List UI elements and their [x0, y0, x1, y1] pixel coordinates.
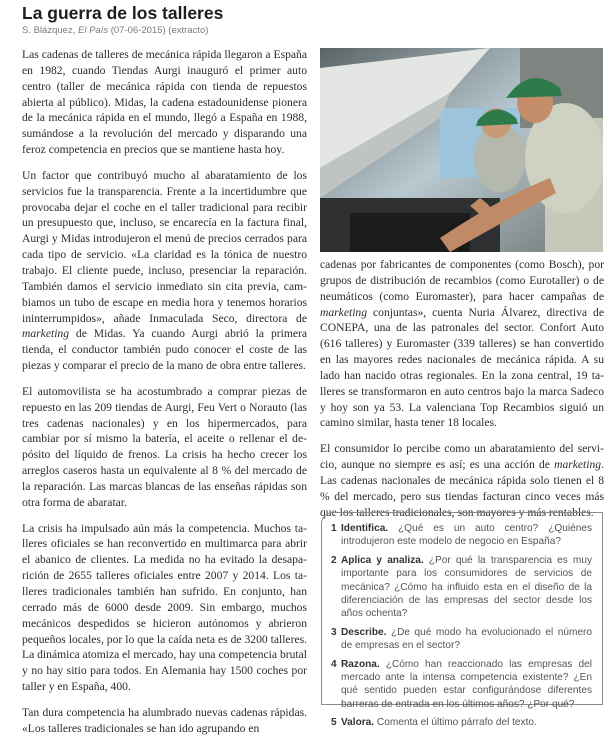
photo-mechanics-icon	[320, 48, 603, 252]
byline-date: (07-06-2015) (extracto)	[108, 25, 209, 36]
paragraph-3: El automovilista se ha acostumbrado a comprar piezas de repuesto en las 209 tiendas de Aurgi, Feu Vert o Norauto (las tres cadenas nacionales) y en los hipermercados, para cambiar por sí mismo la batería, el aceite o rellenar el depósito del líquido de frenos. La crisis ha hecho crecer los arreglos caseros hasta un equivalente al 8 % del mercado de la reparación. Las marcas blancas de las enseñas rápidas son otra forma de abaratar.	[22, 384, 307, 509]
activity-number: 1	[331, 523, 337, 534]
paragraph-text: conjuntas», cuenta Nuria Álvarez, directiva de CONEPA, una de las patronales del sector. Confort Auto (616 talleres) y Euromaster (339 talleres) se han convertido en las mayores redes nacionales de mecánica rápida. A su lado han nacido otras regionales. En la zona central, 19 talleres se transformaron en auto centros bajo la marca Sadeco y hoy son ya 53. La valenciana Top Recambios siguió un camino similar, hasta tener 18 locales.	[320, 305, 604, 430]
italic-term: marketing	[554, 458, 602, 472]
italic-term: marketing	[320, 305, 368, 319]
paragraph-4: La crisis ha impulsado aún más la competencia. Muchos talleres oficiales se han reconvertido en multimarca para abrir el abanico de clientes. La medida no ha evitado la desaparición de 2655 talleres oficiales entre 2007 y 2014. Los talleres tradicionales también han sufrido. En conjunto, han cerrado más de 6000 desde 2009. Sin embargo, muchos mecánicos despedidos se hicieron autónomos y abrieron pequeños locales, por lo que la caída neta es de 3200 talleres. La dinámica atomiza el mercado, hay una competencia brutal y no hay sitio para todos. En Alemania hay 1500 coches por taller y en España, 400.	[22, 521, 307, 694]
activity-verb: Aplica y analiza.	[341, 554, 424, 566]
article-right-column	[320, 257, 604, 531]
activity-verb: Razona.	[341, 658, 380, 670]
paragraph-7	[320, 441, 604, 520]
activity-body	[341, 626, 592, 653]
paragraph-text: de Midas. Ya cuando Aurgi abrió la primera tienda, el conductor también pudo conocer el coste de las piezas y comparar el precio de la mano de obra entre talleres.	[22, 327, 307, 373]
byline-author: S. Blázquez,	[22, 25, 78, 36]
article-left-column	[22, 47, 307, 747]
article-byline	[22, 25, 223, 37]
paragraph-2	[22, 168, 307, 374]
italic-term: marketing	[22, 327, 70, 341]
activity-body	[341, 554, 592, 621]
paragraph-5: Tan dura competencia ha alumbrado nuevas cadenas rápidas. «Los talleres tradicionales se han ido agrupando en	[22, 705, 307, 735]
activity-number: 3	[331, 626, 337, 638]
article-photo	[320, 48, 603, 252]
activities-box	[321, 512, 603, 729]
activity-text: ¿Qué es un auto centro? ¿Quiénes introdujeron este modelo de negocio en España?	[341, 523, 592, 548]
activity-number: 2	[331, 554, 337, 566]
activity-verb: Describe.	[341, 626, 387, 638]
activity-text: ¿Por qué la transparencia es muy importante para los consumidores de servicios de mecánica? ¿Cómo ha influido esta en el diseño de la diferenciación de las empresas del sector desde los años ochenta?	[341, 554, 592, 620]
activity-item	[331, 522, 592, 549]
activity-item	[331, 554, 592, 621]
byline-source: El País	[77, 25, 109, 36]
activity-verb: Valora.	[341, 717, 375, 729]
article-title: La guerra de los talleres	[22, 3, 224, 23]
activity-body	[341, 658, 592, 712]
activity-item	[331, 658, 592, 712]
activity-text: ¿Cómo han reaccionado las empresas del mercado ante la intensa competencia existente? ¿En qué sentido pueden estar configurándose diferentes barreras de entrada en los últimos años? ¿Por qué?	[341, 658, 592, 710]
activity-verb: Identifica.	[341, 523, 389, 534]
activity-item	[331, 716, 592, 729]
paragraph-text: cadenas por fabricantes de componentes (como Bosch), por grupos de distribución de recambios (como Eurotaller) o de neumáticos (como Euromaster), para hacer campañas de	[320, 258, 604, 303]
activity-item	[331, 626, 592, 653]
activity-body	[341, 716, 592, 729]
paragraph-text: . Las cadenas nacionales de mecánica rápida solo tienen el 8 % del mercado, pero sus tiendas facturan cinco veces más que los talleres tradicionales, son mayores y más rentables.	[320, 458, 604, 519]
activity-body	[341, 522, 592, 549]
activity-number: 5	[331, 717, 337, 729]
paragraph-text: El consumidor lo percibe como un abaratamiento del servicio, aunque no siempre es así; es una acción de	[320, 442, 604, 472]
article-header	[22, 3, 223, 37]
paragraph-1: Las cadenas de talleres de mecánica rápida llegaron a España en 1982, cuando Tiendas Aurgi inauguró el primer auto centro (taller de mecánica rápida con tienda de repuestos abierta al público). Midas, la cadena estadounidense pionera de la mecánica rápida en el mundo, llegó a España en 1988, sumándose a la revolución del mercado y disparando una feroz competencia en precios que se mantiene hasta hoy.	[22, 48, 307, 157]
activity-text: ¿De qué modo ha evolucionado el número de empresas en el sector?	[341, 626, 592, 652]
activity-number: 4	[331, 658, 337, 670]
paragraph-text: Un factor que contribuyó mucho al abaratamiento de los servicios fue la transparencia. Frente a la incertidumbre que provocaba dejar el coche en el taller tradicional para recibir un presupuesto que, incluso, se encarecía en la factura final, Aurgi y Midas introdujeron el menú de precios cerrados para cada tipo de servicio. «La claridad es la tónica de nuestro trabajo. El cliente puede, incluso, presenciar la reparación. También damos el servicio inmediato sin cita previa, cambiamos un tubo de escape en media hora y tenemos horarios ininterrumpidos», añade Inmaculada Seco, directora de	[22, 168, 307, 325]
paragraph-6	[320, 257, 604, 431]
activity-text: Comenta el último párrafo del texto.	[374, 717, 537, 729]
